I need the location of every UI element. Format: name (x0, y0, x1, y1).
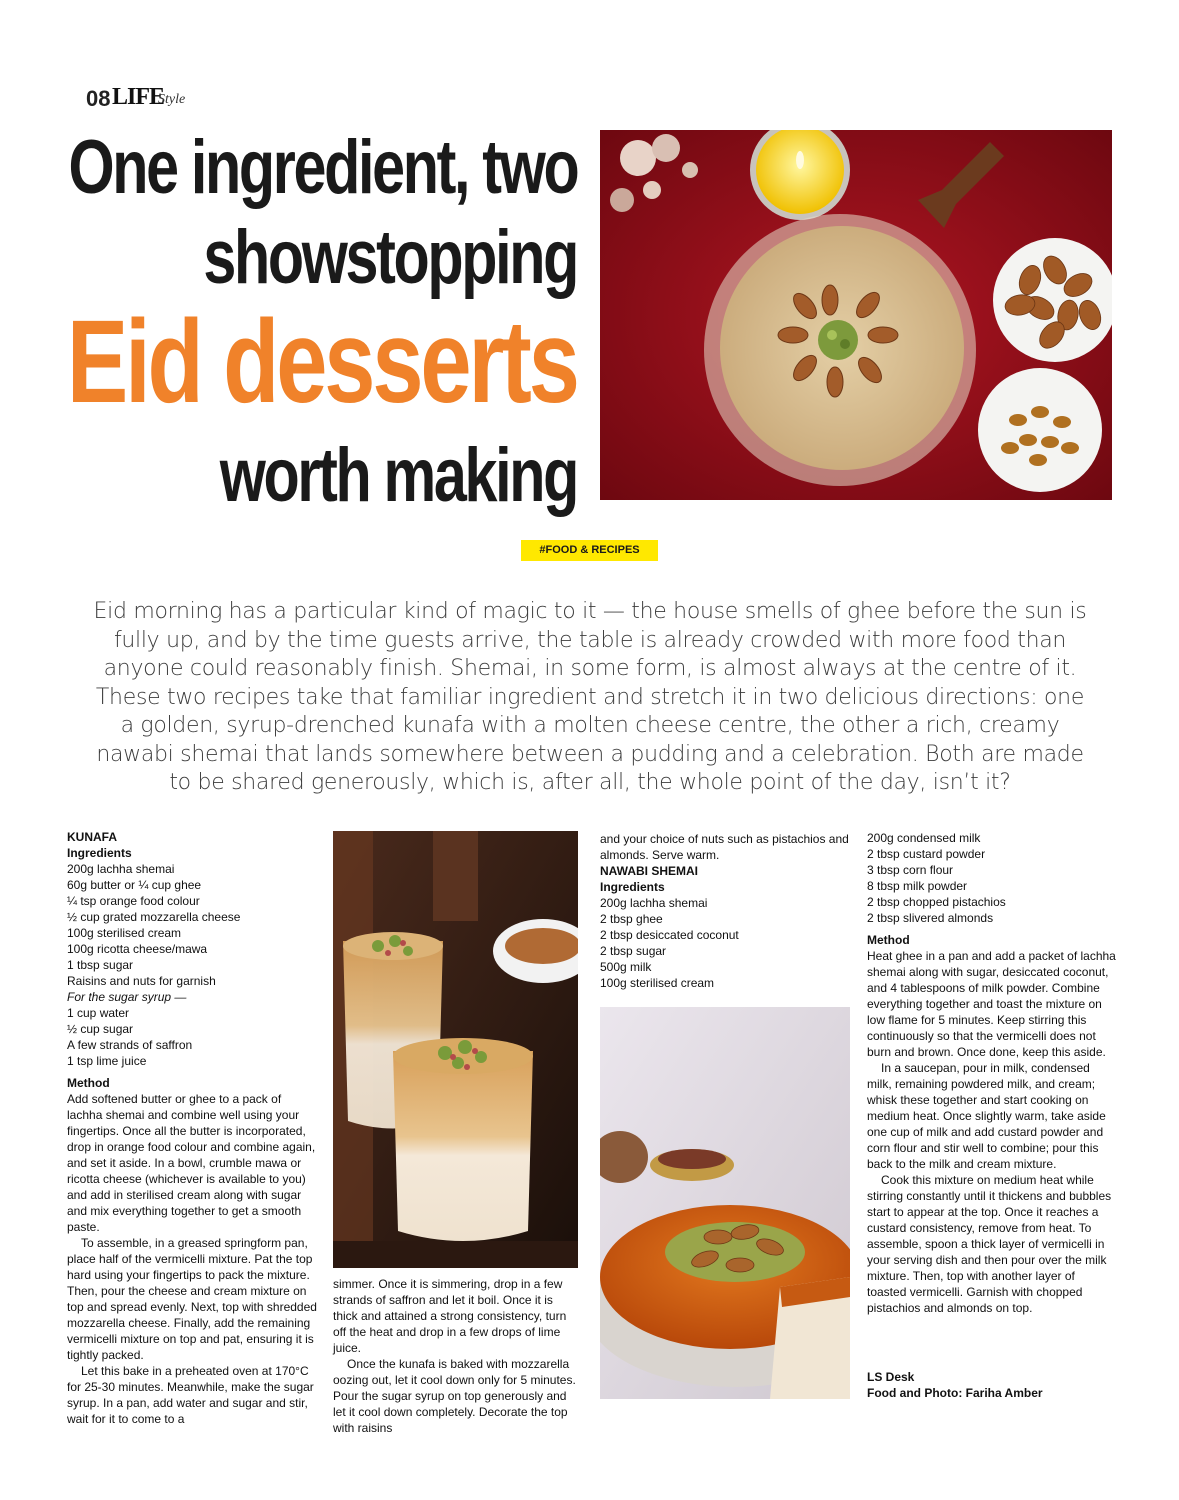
nawabi-method-column (867, 830, 1117, 1316)
kunafa-method-continued (333, 1276, 578, 1436)
hero-photo (600, 130, 1112, 500)
method-paragraph: Let this bake in a preheated oven at 170°C for 25-30 minutes. Meanwhile, make the sugar syrup. In a pan, add water and sugar and stir, wait for it to come to a (67, 1364, 314, 1426)
ingredient-item: 100g sterilised cream (600, 976, 715, 990)
ingredient-item: 1 tsp lime juice (67, 1054, 147, 1068)
ingredient-item: 1 cup water (67, 1006, 130, 1020)
kunafa-ingredients-label: Ingredients (67, 846, 132, 860)
ingredient-item: 1 tbsp sugar (67, 958, 134, 972)
method-paragraph: and your choice of nuts such as pistachios and almonds. Serve warm. (600, 832, 849, 862)
page-number: 08 (86, 86, 111, 111)
method-paragraph: Cook this mixture on medium heat while stirring constantly until it thickens and bubbles start to appear at the top. Once it reaches a custard consistency, remove from heat. To assemble, spoon a thick layer of vermicelli in your serving dish and then pour over the milk mixture. Then, top with another layer of toasted vermicelli. Garnish with chopped pistachios and almonds on top. (867, 1173, 1112, 1315)
headline-line-1: One ingredient, two (68, 125, 577, 210)
ingredient-item: 2 tbsp sugar (600, 944, 667, 958)
ingredient-item: 60g butter or ¼ cup ghee (67, 878, 202, 892)
syrup-label: For the sugar syrup — (67, 990, 187, 1004)
ingredient-item: A few strands of saffron (67, 1038, 193, 1052)
ingredient-item: 2 tbsp chopped pistachios (867, 895, 1006, 909)
byline-desk: LS Desk (867, 1370, 915, 1384)
method-paragraph: In a saucepan, pour in milk, condensed milk, remaining powdered milk, and cream; whisk these together and start cooking on medium heat. Once slightly warm, take aside one cup of milk and add custard powder and corn flour and stir well to combine; pour this back to the milk and cream mixture. (867, 1061, 1106, 1171)
byline-photo: Food and Photo: Fariha Amber (867, 1386, 1043, 1400)
headline-line-2: showstopping (203, 215, 577, 300)
ingredient-item: 100g sterilised cream (67, 926, 182, 940)
ingredient-item: 100g ricotta cheese/mawa (67, 942, 208, 956)
method-paragraph: simmer. Once it is simmering, drop in a few strands of saffron and let it boil. Once it is thick and attained a strong consistency, turn off the heat and drop in a few drops of lime juice. (333, 1277, 567, 1355)
kunafa-title: KUNAFA (67, 830, 117, 844)
ingredient-item: 2 tbsp slivered almonds (867, 911, 994, 925)
method-paragraph: Heat ghee in a pan and add a packet of lachha shemai along with sugar, desiccated coconut, and 4 tablespoons of milk powder. Combine everything together and toast the mixture on low flame for 5 minutes. Keep stirring this continuously so that the vermicelli does not burn and brown. Once done, keep this aside. (867, 949, 1116, 1059)
ingredient-item: 2 tbsp custard powder (867, 847, 986, 861)
nawabi-method-label: Method (867, 933, 910, 947)
ingredient-item: 2 tbsp desiccated coconut (600, 928, 739, 942)
section-logo-script: Style (158, 92, 186, 107)
ingredient-item: ¼ tsp orange food colour (67, 894, 200, 908)
nawabi-shemai-column (600, 831, 850, 991)
kunafa-method-label: Method (67, 1076, 110, 1090)
ingredient-item: 200g condensed milk (867, 831, 981, 845)
ingredient-item: 8 tbsp milk powder (867, 879, 968, 893)
intro-paragraph: Eid morning has a particular kind of magic to it — the house smells of ghee before the sun is fully up, and by the time guests arrive, the table is already crowded with more food than anyone could reasonably finish. Shemai, in some form, is almost always at the centre of it. These two recipes take that familiar ingredient and stretch it in two delicious directions: one a golden, syrup-drenched kunafa with a molten cheese centre, the other a rich, creamy nawabi shemai that lands somewhere between a pudding and a celebration. Both are made to be shared generously, which is, after all, the whole point of the day, isn’t it? (93, 599, 1087, 795)
ingredient-item: 200g lachha shemai (600, 896, 708, 910)
category-tag: #FOOD & RECIPES (521, 540, 658, 561)
ingredient-item: 200g lachha shemai (67, 862, 175, 876)
kunafa-recipe-column (67, 829, 319, 1427)
ingredient-item: 2 tbsp ghee (600, 912, 663, 926)
method-paragraph: Once the kunafa is baked with mozzarella oozing out, let it cool down only for 5 minutes. Pour the sugar syrup on top generously and let it cool down completely. Decorate the top with raisins (333, 1357, 576, 1435)
method-paragraph: To assemble, in a greased springform pan, place half of the vermicelli mixture. Pat the top hard using your fingertips to pack the mixture. Then, pour the cheese and cream mixture on top and spread evenly. Next, top with shredded mozzarella cheese. Finally, add the remaining vermicelli mixture on top and pat, ensuring it is tightly packed. (67, 1236, 317, 1362)
ingredient-item: ½ cup sugar (67, 1022, 134, 1036)
method-paragraph: Add softened butter or ghee to a pack of lachha shemai and combine well using your fingertips. Once all the butter is incorporated, drop in orange food colour and combine again, and set it aside. In a bowl, crumble mawa or ricotta cheese (whichever is available to you) and add in sterilised cream along with sugar and mix everything together to get a smooth paste. (67, 1092, 316, 1234)
nawabi-ingredients-label: Ingredients (600, 880, 665, 894)
ingredient-item: Raisins and nuts for garnish (67, 974, 216, 988)
headline-line-4: worth making (219, 433, 577, 518)
dessert-glasses-photo (333, 831, 578, 1268)
ingredient-item: 500g milk (600, 960, 652, 974)
byline (867, 1369, 1117, 1401)
headline-highlight: Eid desserts (67, 296, 577, 428)
ingredient-item: ½ cup grated mozzarella cheese (67, 910, 241, 924)
ingredient-item: 3 tbsp corn flour (867, 863, 954, 877)
nawabi-title: NAWABI SHEMAI (600, 864, 699, 878)
kunafa-cake-photo (600, 1007, 850, 1399)
section-logo: LIFE (112, 84, 165, 110)
